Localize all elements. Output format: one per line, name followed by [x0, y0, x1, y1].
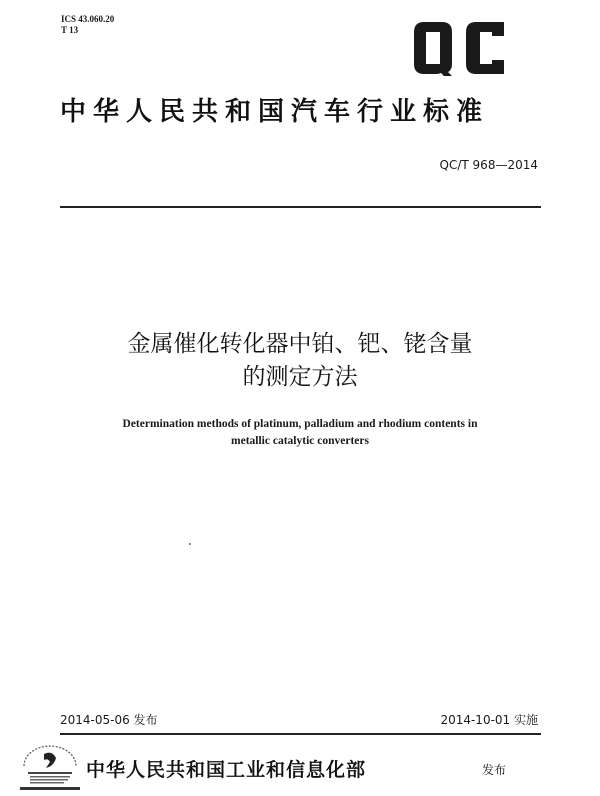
- issuing-authority: 中华人民共和国工业和信息化部: [86, 759, 367, 781]
- ministry-seal-icon: [18, 744, 82, 792]
- qc-logo-c-shape: [466, 22, 504, 74]
- qc-logo: [408, 20, 508, 76]
- classification-codes: [61, 14, 114, 36]
- english-title-line-1: Determination methods of platinum, palladium and rhodium contents in: [122, 418, 478, 430]
- english-title: [0, 416, 600, 450]
- issue-date: 2014-05-06 发布: [60, 713, 158, 727]
- footer-divider: [60, 733, 541, 735]
- standard-type-title: 中华人民共和国汽车行业标准: [60, 97, 490, 127]
- scan-speck: [189, 543, 191, 545]
- implementation-date: 2014-10-01 实施: [440, 713, 538, 727]
- issue-label: 发布: [482, 763, 507, 777]
- category-code: T 13: [61, 25, 79, 35]
- header-divider: [60, 206, 541, 208]
- standard-number: QC/T 968—2014: [439, 158, 538, 172]
- ics-code: ICS 43.060.20: [61, 14, 115, 24]
- chinese-title-line-2: 的测定方法: [242, 364, 358, 390]
- qc-logo-q-shape: [414, 22, 452, 76]
- chinese-title: [0, 328, 600, 394]
- chinese-title-line-1: 金属催化转化器中铂、钯、铑含量: [127, 331, 473, 357]
- english-title-line-2: metallic catalytic converters: [231, 435, 369, 447]
